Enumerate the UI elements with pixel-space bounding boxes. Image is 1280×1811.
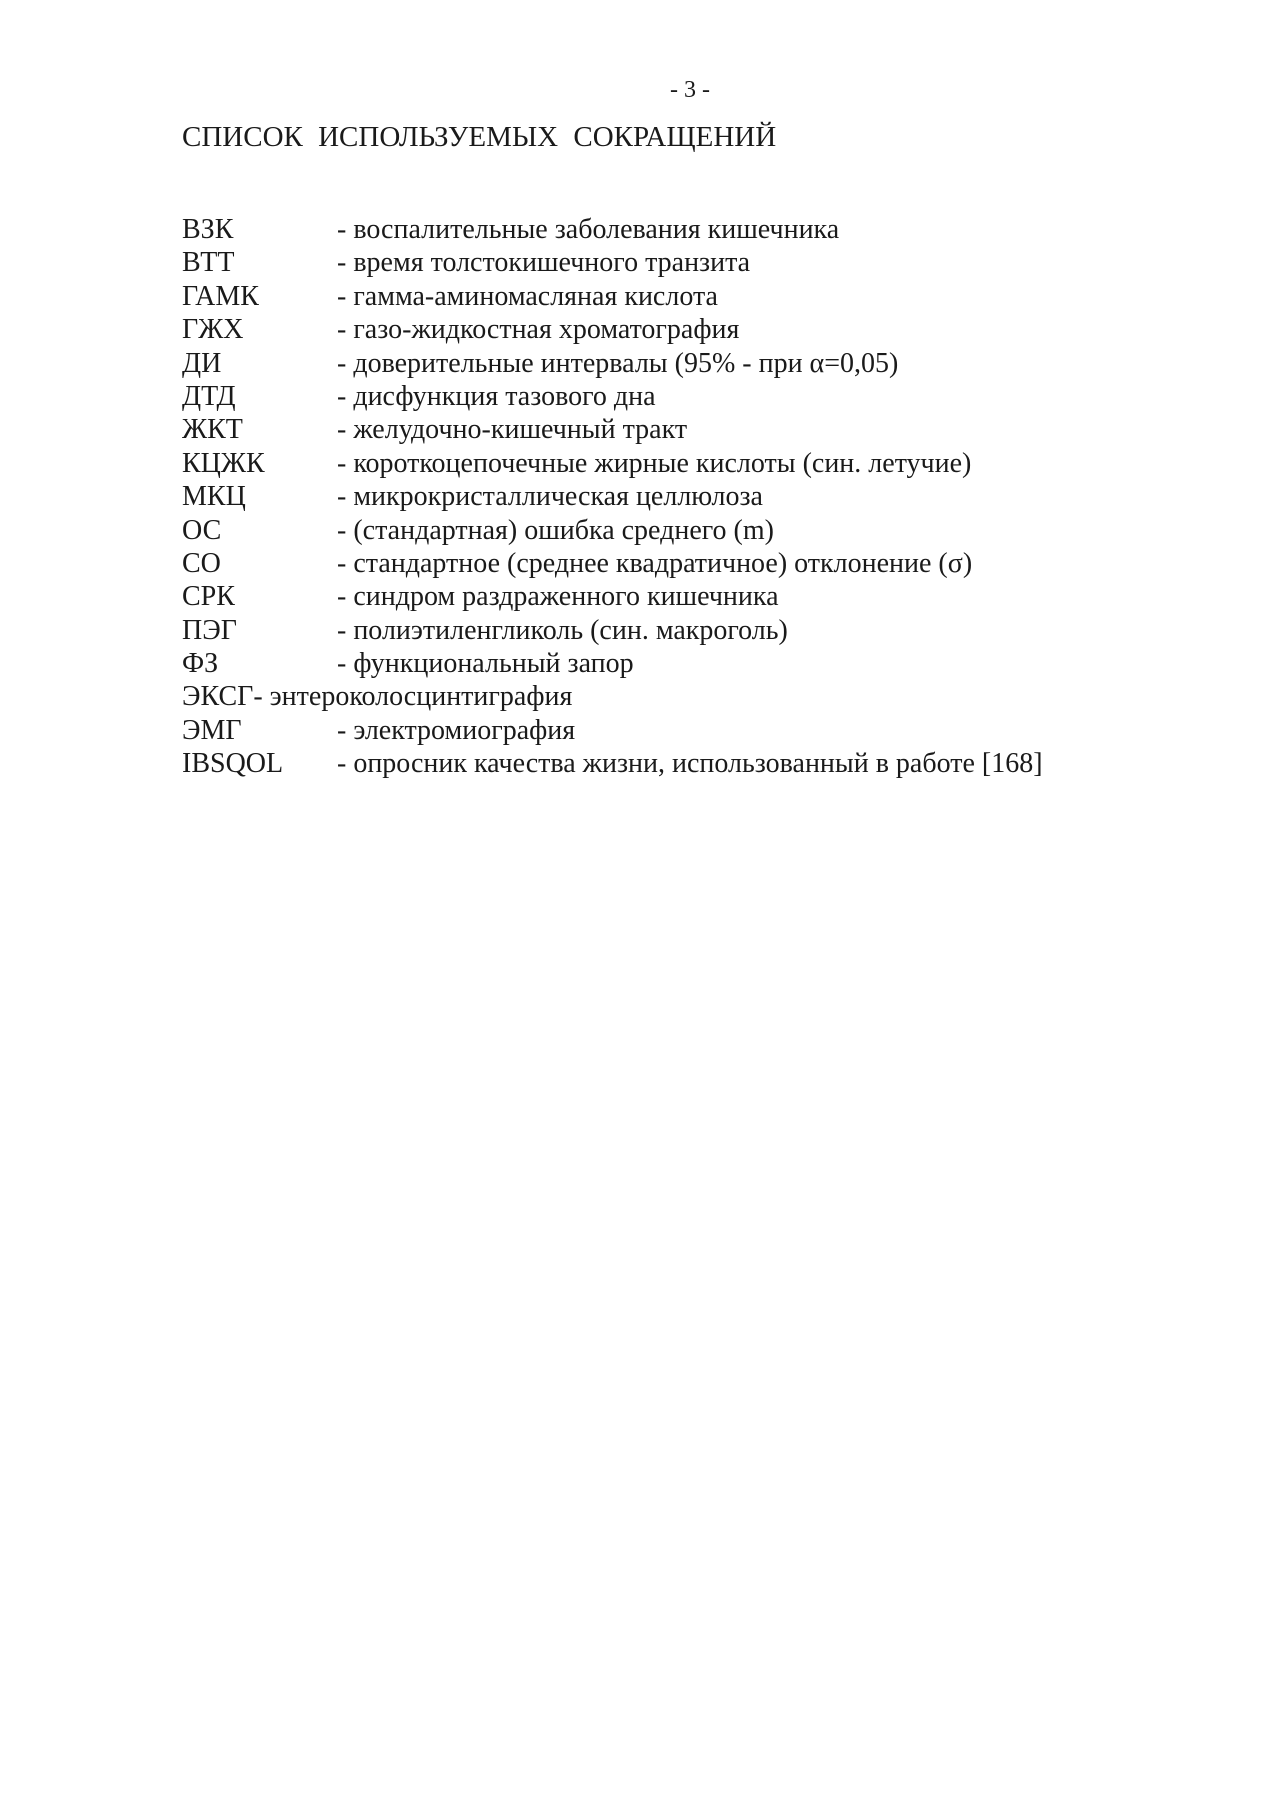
list-item [182, 580, 1182, 613]
abbreviation-definition: - синдром раздраженного кишечника [337, 581, 779, 613]
abbreviation-definition: - желудочно-кишечный тракт [337, 414, 688, 446]
abbreviation-term: ВТТ [182, 247, 235, 279]
list-item [182, 514, 1182, 547]
abbreviation-term: МКЦ [182, 481, 246, 513]
abbreviation-term: КЦЖК [182, 447, 265, 479]
abbreviation-definition: - газо-жидкостная хроматография [337, 314, 740, 346]
abbreviation-definition: - энтероколосцинтиграфия [253, 681, 573, 713]
list-item [182, 647, 1182, 680]
list-item [182, 747, 1182, 780]
abbreviation-term: IBSQOL [182, 748, 284, 780]
abbreviation-term: ГАМК [182, 280, 259, 312]
list-item [182, 213, 1182, 246]
abbreviation-definition: - микрокристаллическая целлюлоза [337, 481, 763, 513]
abbreviation-definition: - дисфункция тазового дна [337, 380, 656, 412]
abbreviation-term: ФЗ [182, 648, 219, 680]
abbreviation-term: ЭКСГ [182, 681, 254, 713]
abbreviation-definition: - функциональный запор [337, 648, 634, 680]
list-item [182, 380, 1182, 413]
list-item [182, 614, 1182, 647]
abbreviation-term: СРК [182, 581, 235, 613]
list-item [182, 547, 1182, 580]
list-item [182, 313, 1182, 346]
page-title: СПИСОК ИСПОЛЬЗУЕМЫХ СОКРАЩЕНИЙ [182, 121, 777, 153]
list-item [182, 714, 1182, 747]
abbreviation-term: СО [182, 547, 221, 579]
page-number: - 3 - [670, 77, 710, 103]
abbreviation-definition: - стандартное (среднее квадратичное) отклонение (σ) [337, 547, 973, 579]
abbreviation-term: ДИ [182, 347, 222, 379]
abbreviation-definition: - (стандартная) ошибка среднего (m) [337, 514, 774, 546]
abbreviation-term: ОС [182, 514, 222, 546]
list-item [182, 246, 1182, 279]
list-item [182, 680, 1182, 713]
abbreviation-term: ПЭГ [182, 614, 237, 646]
abbreviation-definition: - полиэтиленгликоль (син. макроголь) [337, 614, 788, 646]
abbreviation-definition: - короткоцепочечные жирные кислоты (син. летучие) [337, 447, 972, 479]
abbreviation-list [182, 213, 1182, 781]
abbreviation-definition: - гамма-аминомасляная кислота [337, 280, 718, 312]
list-item [182, 347, 1182, 380]
list-item [182, 280, 1182, 313]
abbreviation-definition: - опросник качества жизни, использованный в работе [168] [337, 748, 1043, 780]
abbreviation-definition: - доверительные интервалы (95% - при α=0,05) [337, 347, 899, 379]
abbreviation-term: ЖКТ [182, 414, 243, 446]
abbreviation-definition: - воспалительные заболевания кишечника [337, 214, 840, 245]
abbreviation-definition: - электромиография [337, 714, 576, 746]
abbreviation-definition: - время толстокишечного транзита [337, 247, 751, 279]
list-item [182, 413, 1182, 446]
abbreviation-term: ДТД [182, 380, 236, 412]
list-item [182, 447, 1182, 480]
abbreviation-term: ВЗК [182, 214, 234, 245]
abbreviation-term: ЭМГ [182, 714, 242, 746]
list-item [182, 480, 1182, 513]
abbreviation-term: ГЖХ [182, 314, 244, 346]
